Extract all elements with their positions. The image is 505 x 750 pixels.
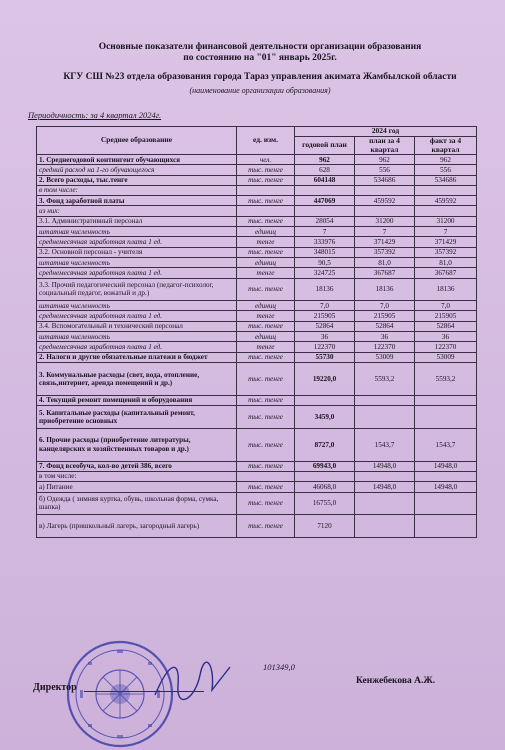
table-row — [37, 237, 477, 247]
row-annual-plan: 55730 — [295, 352, 355, 362]
row-quarter-plan: 7 — [355, 227, 415, 237]
table-row — [37, 196, 477, 206]
row-quarter-fact: 556 — [415, 165, 477, 175]
table-row — [37, 165, 477, 175]
row-quarter-plan — [355, 492, 415, 515]
table-row — [37, 406, 477, 429]
row-quarter-fact: 215905 — [415, 311, 477, 321]
row-annual-plan: 122370 — [295, 342, 355, 352]
row-annual-plan: 604148 — [295, 175, 355, 185]
row-unit: тыс. тенге — [237, 428, 295, 461]
row-quarter-fact: 357392 — [415, 247, 477, 257]
row-label: среднемесячная заработная плата 1 ед. — [37, 311, 237, 321]
row-unit: тыс. тенге — [237, 321, 295, 331]
row-quarter-fact: 5593,2 — [415, 362, 477, 395]
row-quarter-fact: 7,0 — [415, 301, 477, 311]
row-quarter-fact: 81,0 — [415, 257, 477, 267]
row-annual-plan: 8727,0 — [295, 428, 355, 461]
row-annual-plan: 36 — [295, 332, 355, 342]
table-row — [37, 175, 477, 185]
row-quarter-plan: 14948,0 — [355, 461, 415, 471]
table-row — [37, 185, 477, 195]
row-unit: единиц — [237, 301, 295, 311]
row-unit: тыс. тенге — [237, 492, 295, 515]
table-row — [37, 395, 477, 405]
row-unit: тенге — [237, 237, 295, 247]
row-label: средний расход на 1-го обучающегося — [37, 165, 237, 175]
header-unit: ед. изм. — [237, 127, 295, 155]
row-quarter-plan: 534686 — [355, 175, 415, 185]
row-unit: тыс. тенге — [237, 278, 295, 301]
row-unit — [237, 206, 295, 216]
row-unit: чел. — [237, 155, 295, 165]
table-row — [37, 482, 477, 492]
row-unit — [237, 185, 295, 195]
header-quarter-fact: факт за 4 квартал — [415, 137, 477, 155]
row-unit: тыс. тенге — [237, 352, 295, 362]
row-quarter-fact: 14948,0 — [415, 461, 477, 471]
row-quarter-plan — [355, 206, 415, 216]
row-label: 7. Фонд всеобуча, кол-во детей 386, всего — [37, 461, 237, 471]
row-label: среднемесячная заработная плата 1 ед. — [37, 342, 237, 352]
table-row — [37, 311, 477, 321]
row-unit: тыс. тенге — [237, 175, 295, 185]
row-unit: тыс. тенге — [237, 515, 295, 538]
row-quarter-plan — [355, 395, 415, 405]
table-row — [37, 428, 477, 461]
row-label: 3.1. Административный персонал — [37, 216, 237, 226]
table-row — [37, 461, 477, 471]
table-row — [37, 342, 477, 352]
row-quarter-plan — [355, 185, 415, 195]
row-annual-plan: 447069 — [295, 196, 355, 206]
table-body — [37, 155, 477, 538]
row-unit: тыс. тенге — [237, 165, 295, 175]
table-row — [37, 471, 477, 481]
row-label: 5. Капитальные расходы (капитальный ремонт, приобретение основных — [37, 406, 237, 429]
row-annual-plan — [295, 185, 355, 195]
row-unit: тыс. тенге — [237, 196, 295, 206]
row-quarter-fact — [415, 395, 477, 405]
row-unit: единиц — [237, 257, 295, 267]
row-quarter-fact: 14948,0 — [415, 482, 477, 492]
row-quarter-plan — [355, 471, 415, 481]
row-quarter-plan: 81,0 — [355, 257, 415, 267]
row-label: 3. Фонд заработной платы — [37, 196, 237, 206]
header-quarter-plan: план за 4 квартал — [355, 137, 415, 155]
table-row — [37, 515, 477, 538]
signature-line — [84, 691, 204, 692]
row-quarter-plan: 52864 — [355, 321, 415, 331]
table-row — [37, 332, 477, 342]
row-annual-plan: 16755,0 — [295, 492, 355, 515]
row-quarter-plan: 18136 — [355, 278, 415, 301]
row-quarter-fact: 367687 — [415, 268, 477, 278]
row-label: 3.4. Вспомогательный и технический персонал — [37, 321, 237, 331]
row-quarter-fact: 31200 — [415, 216, 477, 226]
row-annual-plan: 52864 — [295, 321, 355, 331]
row-label: среднемесячная заработная плата 1 ед. — [37, 268, 237, 278]
row-label: 3.2. Основной персонал - учителя — [37, 247, 237, 257]
row-annual-plan: 7120 — [295, 515, 355, 538]
row-label: штатная численность — [37, 301, 237, 311]
header-year: 2024 год — [295, 127, 477, 137]
row-quarter-fact — [415, 492, 477, 515]
row-quarter-fact: 52864 — [415, 321, 477, 331]
header-annual-plan: годовой план — [295, 137, 355, 155]
row-quarter-plan: 357392 — [355, 247, 415, 257]
financial-table — [36, 126, 477, 538]
row-annual-plan: 324725 — [295, 268, 355, 278]
director-signature — [150, 655, 240, 705]
period-label: Периодичность: за 4 квартал 2024г. — [28, 110, 162, 120]
table-row — [37, 155, 477, 165]
row-quarter-plan: 962 — [355, 155, 415, 165]
row-label: а) Питание — [37, 482, 237, 492]
row-annual-plan: 19220,0 — [295, 362, 355, 395]
row-quarter-plan: 1543,7 — [355, 428, 415, 461]
row-label: в) Лагерь (пришкольный лагерь, загородный лагерь) — [37, 515, 237, 538]
table-row — [37, 268, 477, 278]
row-unit: тыс. тенге — [237, 247, 295, 257]
row-quarter-fact — [415, 185, 477, 195]
row-unit: тыс. тенге — [237, 216, 295, 226]
table-row — [37, 257, 477, 267]
doc-title-line1: Основные показатели финансовой деятельности организации образования — [98, 42, 422, 52]
row-quarter-plan: 14948,0 — [355, 482, 415, 492]
row-quarter-fact — [415, 206, 477, 216]
table-row — [37, 227, 477, 237]
row-unit: единиц — [237, 227, 295, 237]
row-annual-plan: 28054 — [295, 216, 355, 226]
row-quarter-plan: 7,0 — [355, 301, 415, 311]
row-annual-plan: 7 — [295, 227, 355, 237]
row-quarter-fact: 459592 — [415, 196, 477, 206]
extra-total-number: 101349,0 — [263, 662, 295, 672]
row-quarter-plan: 5593,2 — [355, 362, 415, 395]
row-label: в том числе: — [37, 471, 237, 481]
doc-title-line2: по состоянию на "01" январь 2025г. — [183, 53, 337, 63]
row-unit: тыс. тенге — [237, 461, 295, 471]
row-quarter-plan — [355, 515, 415, 538]
row-quarter-plan — [355, 406, 415, 429]
organization-caption: (наименование организации образования) — [189, 86, 331, 95]
row-unit: тыс. тенге — [237, 362, 295, 395]
row-annual-plan: 215905 — [295, 311, 355, 321]
row-unit: единиц — [237, 332, 295, 342]
row-label: 2. Налоги и другие обязательные платежи в бюджет — [37, 352, 237, 362]
row-quarter-fact: 36 — [415, 332, 477, 342]
row-annual-plan: 69943,0 — [295, 461, 355, 471]
row-unit: тенге — [237, 311, 295, 321]
row-annual-plan: 7,0 — [295, 301, 355, 311]
table-row — [37, 216, 477, 226]
row-label: 6. Прочие расходы (приобретение литературы, канцелярских и хозяйственных товаров и др.) — [37, 428, 237, 461]
row-quarter-plan: 556 — [355, 165, 415, 175]
table-row — [37, 301, 477, 311]
table-row — [37, 278, 477, 301]
row-label: штатная численность — [37, 332, 237, 342]
director-name: Кенжебекова А.Ж. — [356, 676, 436, 686]
row-quarter-fact — [415, 471, 477, 481]
row-annual-plan: 3459,0 — [295, 406, 355, 429]
row-quarter-plan: 459592 — [355, 196, 415, 206]
row-annual-plan: 962 — [295, 155, 355, 165]
row-annual-plan — [295, 471, 355, 481]
row-unit: тыс. тенге — [237, 482, 295, 492]
row-annual-plan: 628 — [295, 165, 355, 175]
row-quarter-fact: 7 — [415, 227, 477, 237]
row-unit: тенге — [237, 342, 295, 352]
row-quarter-fact: 371429 — [415, 237, 477, 247]
row-quarter-fact — [415, 406, 477, 429]
row-label: 4. Текущий ремонт помещений и оборудования — [37, 395, 237, 405]
table-row — [37, 206, 477, 216]
row-quarter-plan: 215905 — [355, 311, 415, 321]
row-quarter-plan: 371429 — [355, 237, 415, 247]
row-quarter-plan: 122370 — [355, 342, 415, 352]
row-annual-plan: 333976 — [295, 237, 355, 247]
row-label: 1. Среднегодовой контингент обучающихся — [37, 155, 237, 165]
row-label: штатная численность — [37, 227, 237, 237]
row-label: штатная численность — [37, 257, 237, 267]
row-annual-plan: 348015 — [295, 247, 355, 257]
row-annual-plan: 90,5 — [295, 257, 355, 267]
row-unit: тенге — [237, 268, 295, 278]
row-quarter-fact: 962 — [415, 155, 477, 165]
row-label: б) Одежда ( зимняя куртка, обувь, школьная форма, сумка, шапка) — [37, 492, 237, 515]
organization-name: КГУ СШ №23 отдела образования города Тараз управления акимата Жамбылской области — [63, 72, 457, 82]
header-main: Среднее образование — [37, 127, 237, 155]
row-quarter-fact — [415, 515, 477, 538]
row-annual-plan — [295, 206, 355, 216]
row-quarter-plan: 36 — [355, 332, 415, 342]
row-annual-plan: 18136 — [295, 278, 355, 301]
table-row — [37, 362, 477, 395]
row-label: в том числе: — [37, 185, 237, 195]
row-label: 3.3. Прочий педагогический персонал (педагог-психолог, социальный педагог, вожатый и др.) — [37, 278, 237, 301]
row-quarter-plan: 31200 — [355, 216, 415, 226]
row-unit — [237, 471, 295, 481]
row-quarter-fact: 534686 — [415, 175, 477, 185]
row-label: из них: — [37, 206, 237, 216]
row-unit: тыс. тенге — [237, 395, 295, 405]
row-quarter-fact: 122370 — [415, 342, 477, 352]
table-row — [37, 247, 477, 257]
director-label: Директор — [33, 682, 77, 693]
row-label: среднемесячная заработная плата 1 ед. — [37, 237, 237, 247]
row-unit: тыс. тенге — [237, 406, 295, 429]
row-quarter-plan: 367687 — [355, 268, 415, 278]
row-label: 3. Коммунальные расходы (свет, вода, отопление, связь,интернет, аренда помещений и др.) — [37, 362, 237, 395]
row-label: 2. Всего расходы, тыс.тенге — [37, 175, 237, 185]
table-row — [37, 352, 477, 362]
row-quarter-fact: 53009 — [415, 352, 477, 362]
row-quarter-fact: 1543,7 — [415, 428, 477, 461]
table-row — [37, 492, 477, 515]
row-quarter-fact: 18136 — [415, 278, 477, 301]
row-quarter-plan: 53009 — [355, 352, 415, 362]
row-annual-plan: 46068,0 — [295, 482, 355, 492]
row-annual-plan — [295, 395, 355, 405]
table-row — [37, 321, 477, 331]
